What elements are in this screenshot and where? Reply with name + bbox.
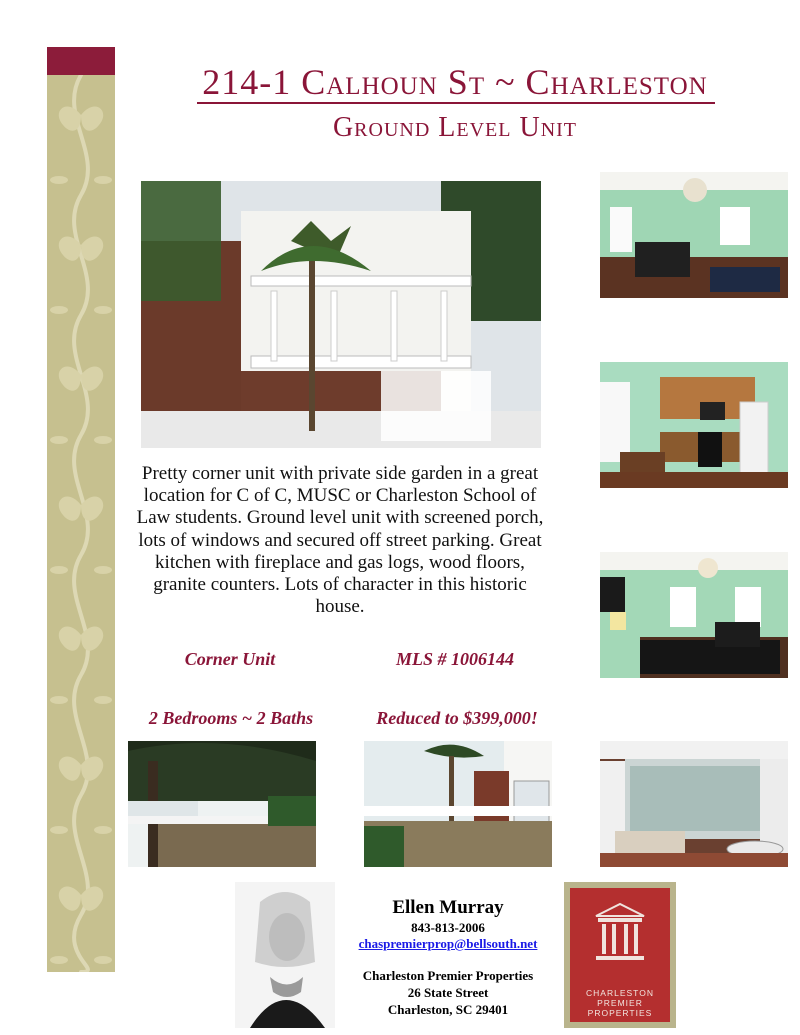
price-label: Reduced to $399,000! (376, 708, 538, 728)
agent-street: 26 State Street (407, 985, 489, 1000)
living-room-photo (600, 552, 788, 678)
company-logo (564, 882, 676, 1028)
title-divider (197, 102, 715, 104)
page-title: 214-1 Calhoun St ~ Charleston (202, 62, 708, 102)
side-yard-photo (364, 741, 552, 867)
page-subtitle: Ground Level Unit (332, 112, 578, 143)
floral-pattern (47, 75, 115, 972)
logo-line-1: CHARLESTON (586, 988, 654, 998)
agent-phone: 843-813-2006 (411, 920, 485, 935)
agent-company: Charleston Premier Properties (362, 968, 534, 983)
logo-panel (570, 888, 670, 1022)
agent-city: Charleston, SC 29401 (387, 1002, 509, 1017)
logo-line-3: PROPERTIES (587, 1008, 653, 1018)
bed-bath-count: 2 Bedrooms ~ 2 Baths (148, 708, 314, 728)
unit-type-label: Corner Unit (184, 649, 276, 669)
decorative-sidebar (47, 75, 115, 972)
logo-text (570, 988, 670, 1018)
building-icon (594, 902, 646, 964)
kitchen-photo (600, 362, 788, 488)
screened-porch-photo (600, 741, 788, 867)
agent-portrait (235, 882, 335, 1028)
agent-email-container (340, 936, 556, 952)
agent-email-link[interactable]: chaspremierprop@bellsouth.net (358, 936, 538, 951)
garden-photo (128, 741, 316, 867)
house-exterior-photo (141, 181, 541, 448)
living-room-photo (600, 172, 788, 298)
property-description: Pretty corner unit with private side garden in a great location for C of C, MUSC or Charleston School of Law students. Ground level unit with screened porch, lots of windows and secured off street parking. Great kitchen with fireplace and gas logs, wood floors, granite counters. Lots of character in this historic house. (136, 463, 544, 618)
agent-name: Ellen Murray (392, 897, 504, 918)
mls-number: MLS # 1006144 (395, 649, 514, 669)
sidebar-top-band (47, 47, 115, 75)
logo-line-2: PREMIER (597, 998, 643, 1008)
